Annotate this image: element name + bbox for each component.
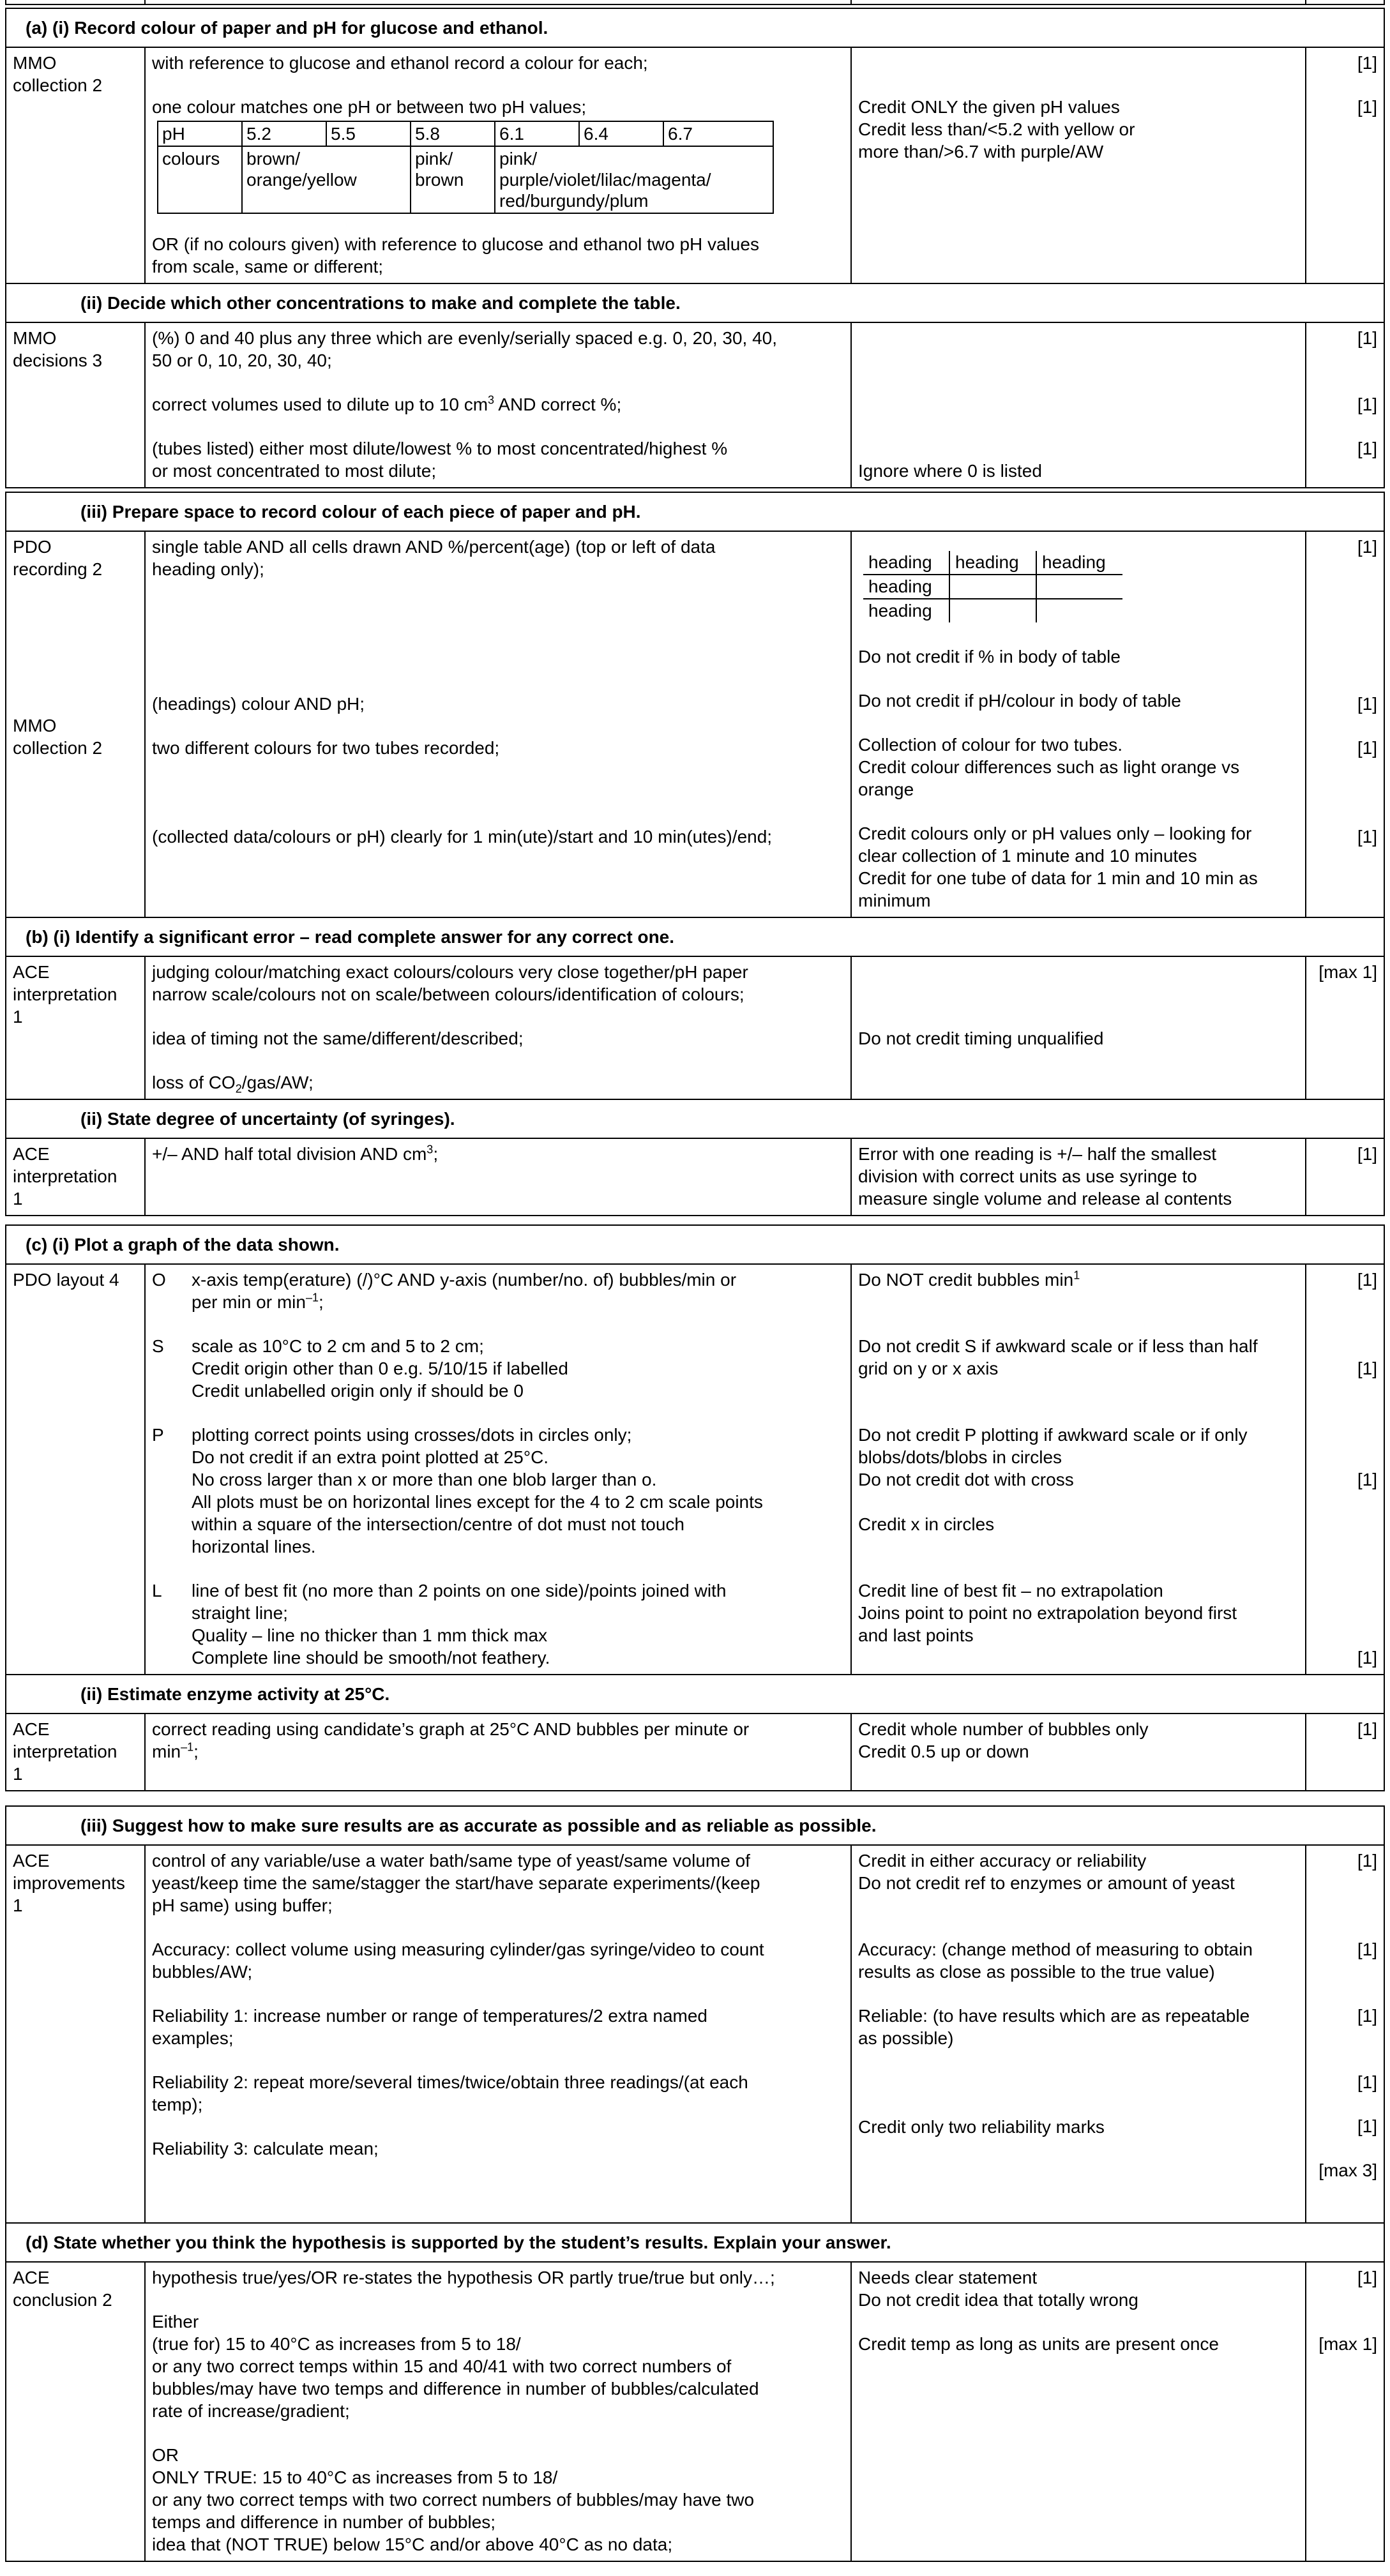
ph-value-cell: 6.4	[579, 121, 663, 146]
guidance-text: Credit ONLY the given pH values Credit less than/<5.2 with yellow or more than/>6.7 with purple/AW	[858, 97, 1135, 162]
mark-value: [1]	[1357, 827, 1377, 847]
guidance-text: Credit temp as long as units are present once	[858, 2334, 1219, 2354]
mark-value: [1]	[1357, 537, 1377, 557]
block-a-iii-b	[5, 492, 1385, 1216]
section-heading-c-ii: (ii) Estimate enzyme activity at 25°C.	[6, 1675, 1384, 1714]
criterion-label: MMO collection 2	[13, 53, 103, 95]
colour-header-cell: colours	[162, 149, 220, 169]
mark-value: [1]	[1357, 439, 1378, 458]
block-c-i-ii	[5, 1224, 1385, 1791]
criterion-letter: L	[152, 1581, 162, 1601]
section-heading-a-ii: (ii) Decide which other concentrations to make and complete the table.	[6, 283, 1384, 322]
criterion-letter: P	[152, 1425, 164, 1445]
example-heading: heading	[863, 599, 949, 622]
section-heading-d: (d) State whether you think the hypothesis is supported by the student’s results. Explain your answer.	[6, 2223, 1384, 2262]
guidance-text: Do not credit P plotting if awkward scale or if only blobs/dots/blobs in circles Do not credit dot with cross Credit x in circles	[858, 1425, 1248, 1534]
example-heading: heading	[949, 551, 1036, 575]
section-heading-c-iii: (iii) Suggest how to make sure results are as accurate as possible and as reliable as possible.	[6, 1806, 1384, 1845]
marking-point: +/– AND half total division AND $cm^3$;	[152, 1143, 439, 1164]
ph-colour-scale-table	[157, 121, 774, 214]
marking-point: with reference to glucose and ethanol record a colour for each;	[152, 53, 648, 73]
marking-point: OR ONLY TRUE: 15 to 40°C as increases from 5 to 18/ or any two correct temps with two correct numbers of bubbles/may have two temps and difference in number of bubbles; idea that (NOT TRUE) below 15°C and/or above 40°C as no data;	[152, 2445, 755, 2554]
colour-cell: pink/ brown	[415, 149, 464, 190]
mark-value: [1]	[1357, 1648, 1377, 1668]
section-heading-b-i: (b) (i) Identify a significant error – read complete answer for any correct one.	[6, 917, 1384, 956]
guidance-text: Do NOT credit bubbles $\min^1$	[858, 1269, 1080, 1290]
ph-value-cell: 5.2	[242, 121, 326, 146]
marking-point: Accuracy: collect volume using measuring cylinder/gas syringe/video to count bubbles/AW;	[152, 1940, 764, 1982]
guidance-text: Ignore where 0 is listed	[858, 461, 1042, 481]
ph-value-cell: 5.5	[326, 121, 411, 146]
guidance-text: Accuracy: (change method of measuring to obtain results as close as possible to the true value)	[858, 1940, 1253, 1982]
mark-value: [1]	[1357, 694, 1377, 714]
graph-criterion-p	[152, 1424, 844, 1558]
criterion-label: PDO layout 4	[13, 1270, 119, 1290]
mark-value: [1]	[1357, 97, 1378, 117]
mark-value: [1]	[1357, 738, 1377, 758]
mark-value: [max 3]	[1318, 2160, 1377, 2180]
guidance-text: Do not credit if % in body of table	[858, 647, 1121, 667]
previous-table-stub	[5, 0, 1385, 5]
section-heading-c-i: (c) (i) Plot a graph of the data shown.	[6, 1225, 1384, 1264]
section-heading-b-ii: (ii) State degree of uncertainty (of syringes).	[6, 1099, 1384, 1138]
marking-point: correct volumes used to dilute up to 10 $cm^3$ AND correct %;	[152, 393, 622, 414]
marking-point: correct reading using candidate’s graph at 25°C AND bubbles per minute or $\min^{-1}$;	[152, 1719, 750, 1761]
mark-value: [1]	[1357, 395, 1378, 414]
marking-point: Reliability 1: increase number or range of temperatures/2 extra named examples;	[152, 2006, 707, 2048]
section-heading-a-iii: (iii) Prepare space to record colour of each piece of paper and pH.	[6, 492, 1384, 531]
guidance-text: Do not credit timing unqualified	[858, 1028, 1104, 1048]
marking-point: one colour matches one pH or between two pH values;	[152, 97, 587, 117]
section-heading-a-i: (a) (i) Record colour of paper and pH for glucose and ethanol.	[6, 8, 1384, 47]
ph-value-cell: 6.7	[663, 121, 773, 146]
mark-value: [1]	[1357, 53, 1378, 73]
colour-cell: brown/ orange/yellow	[246, 149, 357, 190]
marking-point: hypothesis true/yes/OR re-states the hypothesis OR partly true/true but only…;	[152, 2268, 775, 2287]
ph-value-cell: 6.1	[495, 121, 579, 146]
graph-criterion-l	[152, 1579, 844, 1669]
mark-value: [1]	[1357, 1144, 1377, 1164]
mark-value: [1]	[1357, 2268, 1377, 2287]
colour-cell: pink/ purple/violet/lilac/magenta/ red/burgundy/plum	[499, 149, 711, 211]
mark-value: [max 1]	[1318, 962, 1377, 982]
guidance-text: Collection of colour for two tubes. Credit colour differences such as light orange vs orange	[858, 735, 1240, 799]
guidance-text: Credit colours only or pH values only – looking for clear collection of 1 minute and 10 minutes Credit for one tube of data for 1 min and 10 min as minimum	[858, 824, 1258, 910]
criterion-label: MMO collection 2	[13, 716, 103, 758]
criterion-label: ACE conclusion 2	[13, 2268, 112, 2310]
example-heading: heading	[863, 575, 949, 599]
marking-point: judging colour/matching exact colours/colours very close together/pH paper narrow scale/colours not on scale/between colours/identification of colours;	[152, 962, 748, 1004]
mark-value: [1]	[1357, 328, 1378, 348]
guidance-text: Needs clear statement Do not credit idea that totally wrong	[858, 2268, 1138, 2310]
mark-value: [1]	[1357, 1851, 1377, 1871]
ph-value-cell: 5.8	[411, 121, 495, 146]
mark-value: [1]	[1357, 1940, 1377, 1959]
ph-header-cell: pH	[158, 121, 242, 146]
marking-point: Either (true for) 15 to 40°C as increases from 5 to 18/ or any two correct temps within 15 and 40/41 with two correct numbers of bubbles/may have two temps and difference in number of bubbles/calculated rate of increase/gradient;	[152, 2312, 759, 2421]
mark-value: [1]	[1357, 1270, 1377, 1290]
mark-value: [1]	[1357, 2006, 1377, 2026]
guidance-text: Credit whole number of bubbles only Credit 0.5 up or down	[858, 1719, 1149, 1761]
marking-point: idea of timing not the same/different/described;	[152, 1028, 524, 1048]
mark-value: [max 1]	[1318, 2334, 1377, 2354]
marking-point: line of best fit (no more than 2 points on one side)/points joined with straight line; Quality – line no thicker than 1 mm thick max Complete line should be smooth/not feathery.	[192, 1581, 727, 1668]
criterion-label: ACE interpretation 1	[13, 1719, 117, 1784]
block-a-i-ii	[5, 8, 1385, 488]
marking-point: Reliability 3: calculate mean;	[152, 2139, 379, 2158]
example-table-diagram	[863, 551, 1122, 622]
mark-value: [1]	[1357, 2116, 1377, 2136]
guidance-text: Do not credit S if awkward scale or if less than half grid on y or x axis	[858, 1336, 1258, 1378]
criterion-label: ACE interpretation 1	[13, 962, 117, 1027]
marking-point: OR (if no colours given) with reference to glucose and ethanol two pH values from scale, same or different;	[152, 234, 759, 276]
guidance-text: Reliable: (to have results which are as repeatable as possible)	[858, 2006, 1250, 2048]
criterion-label: PDO recording 2	[13, 537, 103, 579]
mark-value: [1]	[1357, 2072, 1377, 2092]
guidance-text: Credit line of best fit – no extrapolation Joins point to point no extrapolation beyond first and last points	[858, 1581, 1237, 1645]
mark-value: [1]	[1357, 1470, 1377, 1489]
criterion-label: ACE improvements 1	[13, 1851, 125, 1915]
guidance-text: Do not credit if pH/colour in body of table	[858, 691, 1181, 711]
mark-value: [1]	[1357, 1359, 1377, 1378]
guidance-text: Error with one reading is +/– half the smallest division with correct units as use syringe to measure single volume and release al contents	[858, 1144, 1232, 1209]
marking-point: (collected data/colours or pH) clearly for 1 min(ute)/start and 10 min(utes)/end;	[152, 827, 773, 847]
graph-criterion-s	[152, 1335, 844, 1402]
criterion-label: ACE interpretation 1	[13, 1144, 117, 1209]
marking-point: plotting correct points using crosses/dots in circles only; Do not credit if an extra point plotted at 25°C. No cross larger than x or more than one blob larger than o. All plots must be on horizontal lines except for the 4 to 2 cm scale points within a square of the intersection/centre of dot must not touch horizontal lines.	[192, 1425, 763, 1556]
criterion-label: MMO decisions 3	[13, 328, 103, 370]
guidance-text: Credit in either accuracy or reliability Do not credit ref to enzymes or amount of yeast	[858, 1851, 1235, 1893]
marking-point: (tubes listed) either most dilute/lowest % to most concentrated/highest % or most concentrated to most dilute;	[152, 439, 728, 481]
mark-value: [1]	[1357, 1719, 1377, 1739]
marking-point: loss of $CO_2/gas/AW$;	[152, 1073, 314, 1096]
marking-point: Reliability 2: repeat more/several times/twice/obtain three readings/(at each temp);	[152, 2072, 748, 2114]
example-heading: heading	[863, 551, 949, 575]
example-heading: heading	[1036, 551, 1122, 575]
graph-criterion-o	[152, 1269, 844, 1313]
marking-point: scale as 10°C to 2 cm and 5 to 2 cm; Credit origin other than 0 e.g. 5/10/15 if labelled Credit unlabelled origin only if should be 0	[192, 1336, 568, 1401]
marking-point: (%) 0 and 40 plus any three which are evenly/serially spaced e.g. 0, 20, 30, 40, 50 or 0, 10, 20, 30, 40;	[152, 328, 778, 370]
guidance-text: Credit only two reliability marks	[858, 2117, 1105, 2137]
criterion-letter: O	[152, 1270, 166, 1290]
criterion-letter: S	[152, 1336, 164, 1356]
block-c-iii-d	[5, 1805, 1385, 2562]
marking-point: single table AND all cells drawn AND %/percent(age) (top or left of data heading only);	[152, 537, 716, 579]
marking-point: (headings) colour AND pH;	[152, 694, 365, 714]
marking-point: two different colours for two tubes recorded;	[152, 738, 500, 758]
marking-point: control of any variable/use a water bath/same type of yeast/same volume of yeast/keep time the same/stagger the start/have separate experiments/(keep pH same) using buffer;	[152, 1851, 760, 1915]
marking-point: x-axis temp(erature) (/)°C AND y-axis (number/no. of) bubbles/min or per min or $\min^{-1}$;	[192, 1270, 737, 1312]
